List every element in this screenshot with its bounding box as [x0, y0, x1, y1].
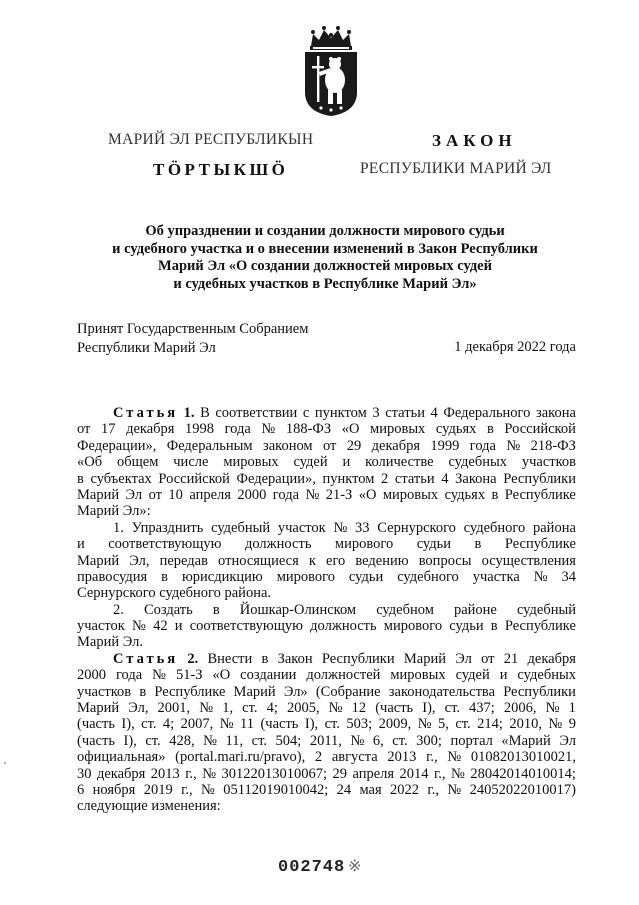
body-line [77, 684, 576, 700]
body-word: (часть [375, 700, 414, 717]
body-word: мировых [390, 667, 446, 684]
body-word: № [533, 568, 548, 585]
body-word: Эл, [129, 552, 150, 569]
body-word: 428, [169, 732, 195, 749]
body-word: в [490, 618, 498, 635]
body-word: Федерального [443, 405, 531, 421]
body-word: апреля [352, 765, 395, 782]
body-word: 437; [469, 700, 495, 717]
body-word: его [326, 552, 346, 569]
body-word: Республики [321, 650, 395, 667]
body-word: 2013 [387, 749, 417, 766]
header-mari-law: ТÖРТЫКШÖ [153, 160, 289, 179]
body-word: судебного [397, 568, 459, 585]
law-body [77, 405, 576, 815]
body-word: № [417, 716, 432, 733]
body-word: 17 [100, 421, 116, 438]
body-word: в [161, 568, 168, 585]
body-word: № [506, 437, 521, 454]
body-word: Республике [504, 536, 576, 553]
body-line [77, 520, 576, 536]
body-word: 2013 [150, 765, 180, 782]
body-line [77, 471, 576, 487]
body-word: статьи [394, 470, 435, 487]
body-word: Эл [125, 486, 143, 503]
title-line: Марий Эл «О создании должностей мировых судей [158, 258, 492, 274]
body-word: 4 [441, 470, 449, 487]
body-word: от [481, 650, 495, 667]
body-word: № [203, 732, 217, 749]
body-word: соответствующую [189, 618, 303, 635]
body-word: должность [244, 536, 312, 553]
body-word: судебный [211, 519, 271, 536]
body-word: Республики [503, 683, 576, 700]
body-word: I), [304, 716, 319, 733]
body-word: участков [521, 454, 576, 471]
body-text: Марий Эл»: [77, 503, 151, 520]
body-word: Республике [504, 618, 576, 635]
body-word: юрисдикцию [181, 568, 263, 585]
body-word: 2022 [390, 781, 420, 798]
body-word: Марий [77, 552, 120, 569]
body-word: участок [277, 519, 326, 536]
body-word: 504; [275, 732, 302, 749]
body-text: следующие изменения: [77, 798, 221, 815]
body-word: и [174, 618, 183, 635]
body-word: августа [331, 749, 378, 766]
body-word: Эл, [128, 700, 149, 717]
body-word: 1998 [185, 421, 215, 438]
body-word: 2. [113, 601, 124, 618]
body-word: 05112019010042; [223, 781, 329, 798]
body-word: судьи [416, 536, 452, 553]
law-title [90, 223, 560, 293]
body-word: года [115, 667, 143, 684]
body-line [77, 782, 576, 798]
body-word: 2 [314, 749, 323, 766]
body-word: 6, [372, 732, 384, 749]
body-line [77, 618, 576, 634]
body-word: судебном [376, 601, 434, 618]
body-word: № [132, 618, 146, 635]
document-number: 002748 [278, 858, 346, 877]
body-word: создании [240, 667, 297, 684]
body-word: Закона [455, 470, 497, 487]
body-line [77, 553, 576, 569]
body-word: в [212, 601, 220, 618]
body-word: в [486, 421, 494, 438]
body-word: г., [427, 781, 439, 798]
body-word: 33 [355, 519, 370, 536]
body-word: 10 [168, 486, 183, 503]
body-word: декабря [371, 437, 421, 454]
body-word: № [219, 716, 234, 733]
body-word: вопросы [418, 552, 472, 569]
adopted-line: Принят Государственным Собранием [77, 321, 309, 337]
body-word: года [224, 421, 251, 438]
body-word: пунктом [322, 470, 375, 487]
body-word: 01082013010021, [470, 749, 576, 766]
body-word: числе [173, 454, 209, 471]
body-word: судебных [448, 454, 507, 471]
body-word: № [333, 519, 348, 536]
body-word: участок [77, 618, 125, 635]
body-word: 42 [153, 618, 168, 635]
body-word: в [474, 536, 482, 553]
body-word: ст. [392, 732, 408, 749]
body-word: ст. [251, 732, 267, 749]
body-word: осуществления [481, 552, 576, 569]
body-word: 51-З [175, 667, 203, 684]
body-word: 34 [561, 568, 576, 585]
body-word: года [469, 437, 496, 454]
body-line [77, 634, 576, 650]
body-word: ст. [455, 716, 471, 733]
adopted-date: 1 декабря 2022 года [454, 339, 576, 355]
header-law: ЗАКОН [432, 131, 517, 150]
body-word: 2010, [509, 716, 542, 733]
body-word: количестве [365, 454, 434, 471]
body-word: и [342, 454, 351, 471]
body-word: Марий [77, 700, 120, 717]
body-word: относящиеся [218, 552, 299, 569]
body-word: № [545, 700, 560, 717]
body-word: «Марий [501, 732, 551, 749]
body-word: 29 [332, 765, 348, 782]
body-word: «О [341, 421, 360, 438]
body-word: 1. [113, 519, 124, 536]
body-word: 11 [240, 716, 254, 733]
body-word: г., [426, 749, 438, 766]
body-word: Республики [503, 470, 576, 487]
body-word: судей [455, 667, 490, 684]
body-line [77, 569, 576, 585]
body-word: (Собрание [315, 683, 381, 700]
adopted-line: Республики Марий Эл [77, 340, 216, 356]
body-word: Статья [113, 405, 179, 421]
body-word: I), [123, 732, 137, 749]
body-line [77, 602, 576, 618]
body-word: Российской [158, 470, 230, 487]
body-line [77, 766, 576, 782]
body-word: мировых [370, 421, 426, 438]
body-word: Марий [233, 683, 276, 700]
body-word: ноября [92, 781, 136, 798]
body-word: I), [422, 700, 436, 717]
body-word: портал [450, 732, 493, 749]
body-word: г., [434, 765, 446, 782]
body-word: В [200, 405, 210, 421]
body-word: Федеральным [166, 437, 253, 454]
body-word: и [499, 667, 508, 684]
body-word: Федерации», [236, 470, 316, 487]
coat-of-arms-emblem [299, 22, 363, 118]
body-word: Марий [403, 650, 446, 667]
body-word: законодательства [388, 683, 496, 700]
body-word: 6 [77, 781, 85, 798]
body-word: должность [310, 618, 377, 635]
body-word: соответствии [215, 405, 298, 421]
body-word: правосудия [77, 568, 148, 585]
body-word: законом [262, 437, 313, 454]
body-word: в [261, 650, 269, 667]
body-word: 2007, [180, 716, 214, 733]
body-word: участка [472, 568, 520, 585]
body-word: судебный [516, 601, 576, 618]
body-word: № [201, 781, 215, 798]
body-word: мая [359, 781, 382, 798]
body-word: 2000 [77, 667, 106, 684]
body-word: 5, [437, 716, 449, 733]
body-word: судьи [449, 618, 484, 635]
body-word: 28042014010014; [470, 765, 576, 782]
body-word: от [148, 486, 162, 503]
body-word: Республике [504, 486, 576, 503]
body-word: 11, [225, 732, 244, 749]
header-mari-republic: МАРИЙ ЭЛ РЕСПУБЛИКЫН [108, 131, 314, 148]
body-word: 2011, [309, 732, 342, 749]
body-word: 2 [381, 470, 389, 487]
body-word: апреля [189, 486, 231, 503]
body-word: 1999 [430, 437, 460, 454]
header-republic: РЕСПУБЛИКИ МАРИЙ ЭЛ [360, 160, 552, 177]
body-word: «О [358, 486, 377, 503]
body-word: 24052022010017) [469, 781, 576, 798]
body-word: 2000 [237, 486, 267, 503]
footer-mark: ※ [348, 858, 362, 875]
body-word: Эл» [283, 683, 308, 700]
body-line [77, 438, 576, 454]
body-word: 21 [503, 650, 519, 667]
body-word: мирового [383, 618, 443, 635]
body-word: Внести [207, 650, 253, 667]
body-word: 4 [430, 405, 438, 421]
body-word: пунктом [314, 405, 367, 421]
body-word: и [77, 536, 85, 553]
body-word: 29 [346, 437, 362, 454]
body-word: судьях [435, 421, 477, 438]
body-word: 214; [477, 716, 503, 733]
body-word: соответствующую [108, 536, 222, 553]
body-word: Эл [455, 650, 472, 667]
body-line [77, 503, 576, 519]
body-word: 9 [568, 716, 576, 733]
body-word: 21-З [325, 486, 353, 503]
body-word: участков [77, 683, 132, 700]
body-line [77, 798, 576, 814]
title-line: и судебного участка и о внесении изменений в Закон Республики [112, 240, 538, 257]
body-word: Марий [77, 486, 120, 503]
body-word: 30 [77, 765, 92, 782]
body-line [77, 421, 576, 437]
body-word: № [548, 716, 563, 733]
body-word: (portal.mari.ru/pravo), [175, 749, 306, 766]
body-word: ст. [145, 732, 161, 749]
body-text: Марий Эл. [77, 634, 143, 651]
body-word: с [302, 405, 310, 421]
body-word: от [322, 437, 337, 454]
body-word: ст. [141, 716, 157, 733]
body-word: 300; [416, 732, 442, 749]
body-word: статьи [385, 405, 425, 421]
body-word: I), [121, 716, 135, 733]
body-word: 12 [351, 700, 367, 717]
body-word: закона [535, 405, 576, 421]
body-word: 24 [336, 781, 352, 798]
body-word: 218-ФЗ [530, 437, 576, 454]
body-word: 2006, [503, 700, 537, 717]
scan-speck [4, 762, 6, 764]
body-word: «Об [77, 454, 103, 471]
body-line [77, 716, 576, 732]
body-word: № [305, 486, 320, 503]
body-word: Российской [504, 421, 576, 438]
body-line [77, 487, 576, 503]
body-word: декабря [96, 765, 146, 782]
body-line [77, 454, 576, 470]
body-word: судьи [348, 568, 384, 585]
body-word: мировых [382, 486, 439, 503]
body-word: официальная» [77, 749, 166, 766]
body-word: 3 [372, 405, 380, 421]
body-word: 188-ФЗ [285, 421, 332, 438]
adopted-block [77, 320, 308, 358]
body-line [77, 536, 576, 552]
body-word: № [328, 700, 343, 717]
body-word: мирового [276, 568, 335, 585]
body-word: «О [212, 667, 231, 684]
body-word: № [152, 667, 166, 684]
body-word: № [199, 700, 214, 717]
body-word: Статья [113, 650, 179, 667]
body-word: Республике [154, 683, 226, 700]
body-word: от [77, 421, 91, 438]
body-word: мирового [334, 536, 394, 553]
body-line [77, 585, 576, 601]
body-word: в [139, 683, 147, 700]
body-word: в [77, 470, 84, 487]
body-word: 30122013010067; [221, 765, 328, 782]
body-word: (часть [77, 732, 115, 749]
body-line [77, 733, 576, 749]
body-word: ведению [355, 552, 409, 569]
title-line: Об упразднении и создании должности мирового судьи [145, 223, 505, 239]
body-word: 2009, [378, 716, 412, 733]
body-word: к [308, 552, 316, 569]
body-word: № [202, 765, 217, 782]
body-word: 2014 [399, 765, 429, 782]
body-word: года [272, 486, 300, 503]
body-line [77, 749, 576, 765]
body-word: Федерации», [77, 437, 157, 454]
body-word: 2005, [286, 700, 320, 717]
body-word: судебного [463, 519, 526, 536]
body-word: должностей [306, 667, 381, 684]
body-word: № [261, 421, 276, 438]
body-word: (часть [77, 716, 115, 733]
body-word: 1. [183, 405, 195, 421]
body-line [77, 651, 576, 667]
body-word: декабря [126, 421, 175, 438]
body-word: № [447, 749, 462, 766]
body-text: Сернурского судебного района. [77, 585, 272, 602]
body-word: в [491, 486, 499, 503]
body-word: 4; [162, 716, 175, 733]
body-word: Создать [143, 601, 193, 618]
body-word: Эл [559, 732, 576, 749]
body-word: Йошкар-Олинском [239, 601, 357, 618]
body-word: г., [181, 781, 193, 798]
body-word: общем [116, 454, 159, 471]
body-word: № [350, 732, 365, 749]
body-word: Сернурского [377, 519, 456, 536]
title-line: и судебных участков в Республике Марий Эл» [173, 275, 477, 292]
body-word: передав [159, 552, 208, 569]
body-word: декабря [527, 650, 576, 667]
body-word: № [447, 781, 462, 798]
body-line [77, 667, 576, 683]
body-word: 1 [568, 700, 576, 717]
body-word: судьях [444, 486, 486, 503]
body-word: районе [453, 601, 497, 618]
body-word: ст. [242, 700, 258, 717]
body-word: 1, [222, 700, 234, 717]
body-word: субъектах [90, 470, 152, 487]
body-word: ст. [444, 700, 460, 717]
body-word: Упразднить [131, 519, 204, 536]
body-word: № [451, 765, 465, 782]
body-word: мировых [223, 454, 279, 471]
body-word: судей [293, 454, 328, 471]
body-line [77, 700, 576, 716]
body-word: г., [185, 765, 197, 782]
body-word: района [533, 519, 576, 536]
body-word: (часть [260, 716, 299, 733]
body-word: 4; [266, 700, 278, 717]
body-word: Закон [277, 650, 313, 667]
body-word: 2001, [157, 700, 191, 717]
body-word: ст. [324, 716, 340, 733]
body-word: 2. [187, 650, 199, 667]
body-line [77, 405, 576, 421]
body-word: 2019 [143, 781, 173, 798]
body-word: 503; [346, 716, 373, 733]
body-word: судебных [517, 667, 576, 684]
